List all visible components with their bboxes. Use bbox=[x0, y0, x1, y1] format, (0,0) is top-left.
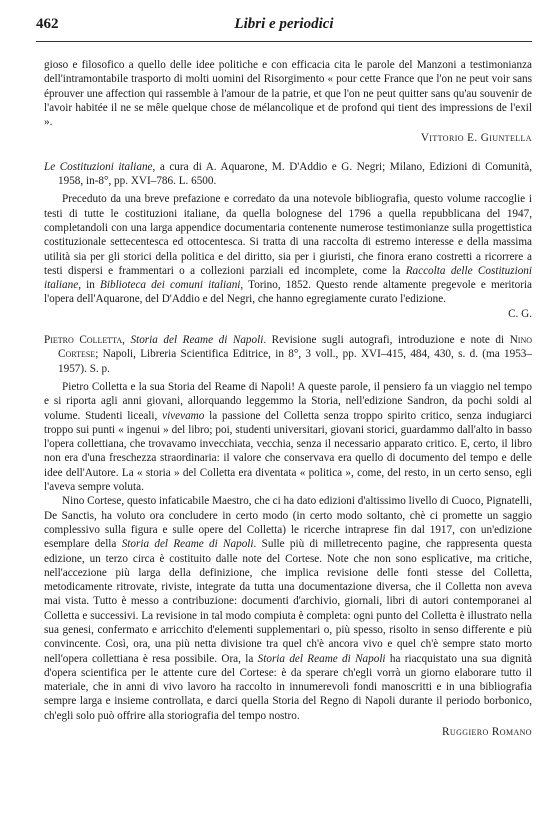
review2-paragraph-2: Nino Cortese, questo infaticabile Maestro, che ci ha dato edizioni d'altissimo livello di Cuoco, Pignatelli, De Sanctis, ha voluto ora concludere in certo modo (in certo modo soltanto, chè ci promette un saggio complessivo sulla figura e sulle opere del Colletta) le ricerche intraprese fin dal 1917, con un'edizione esemplare della Storia del Reame di Napoli. Sulle più di milletrecento pagine, che rappresenta questa edizione, un terzo circa è costituito dalle note del Cortese. Note che non sono esplicative, ma critiche, nell'accezione più larga della definizione, che implica revisione delle fonti stesse del Colletta, metodicamente ritrovate, riviste, integrate da tutta una documentazione diversa, che il Colletta non aveva mai vista. Tutto è messo a contribuzione: documenti d'archivio, giornali, libri di autori contemporanei al Colletta e successivi. La revisione in tal modo compiuta è completa: ogni punto del Colletta è illustrato nella sua genesi, confermato e arricchito d'elementi supplementari o, più spesso, risolto in senso differente e più convincente. Così, ora, una più netta divisione tra quel ch'è ancora vivo e quel ch'è sempre stato morto nell'opera collettiana è resa possibile. Ora, la Storia del Reame di Napoli ha riacquistato una sua dignità d'opera scientifica per le attente cure del Cortese: è da sperare ch'egli vorrà un giorno elaborare tutto il materiale, che in anni di vivo lavoro ha raccolto in innumerevoli fondi manoscritti e in una bibliografia sempre larga e insieme controllata, e darci quella Storia del Regno di Napoli durante il periodo borbonico, ch'egli solo può offrire alla storiografia del tempo nostro. bbox=[44, 495, 533, 722]
review1-title: Le Costituzioni italiane bbox=[44, 160, 153, 173]
review2-editor: Nino Cortese bbox=[58, 334, 533, 361]
review2-title: Storia del Reame di Napoli bbox=[130, 334, 264, 347]
review1-body: Preceduto da una breve prefazione e corredato da una notevole bibliografia, questo volume raccoglie i testi di tutte le costituzioni italiane, da quella bolognese del 1796 a quella repubblicana del 1947, completandoli con una larga appendice documentaria contenente numerose testimonianze sulla progettistica costituzionale settecentesca ed ottocentesca. Si tratta di una raccolta di estremo interesse e della massima utilità sia per gli storici della politica e del diritto, sia per i giuristi, che finora erano costretti a ricorrere a testi dispersi e frammentari o a collezioni parziali ed incomplete, come la Raccolta delle Costituzioni italiane, in Biblioteca dei comuni italiani, Torino, 1852. Questo rende altamente pregevole e meritoria l'opera dell'Aquarone, del D'Addio e del Negri, che hanno egregiamente curato l'edizione. bbox=[44, 193, 533, 306]
review2-author: Pietro Colletta bbox=[44, 334, 123, 347]
page-header bbox=[36, 16, 532, 38]
review2-signature: Ruggiero Romano bbox=[442, 726, 532, 739]
review1-citation-rest: , a cura di A. Aquarone, M. D'Addio e G. Negri; Milano, Edizioni di Comunità, 1958, in-8°, pp. XVI–786. L. 6500. bbox=[58, 160, 533, 188]
review2-paragraph-1: Pietro Colletta e la sua Storia del Reame di Napoli! A queste parole, il pensiero fa un viaggio nel tempo e si riporta agli anni giovani, allorquando leggemmo la Storia, nell'edizione Sandron, da pochi soldi al volume. Studenti liceali, vivevamo la passione del Colletta senza troppo spirito critico, senza indugiarci troppo sui punti « ingenui » del libro; poi, studenti universitari, giovani storici, guardammo dall'alto in basso l'opera collettiana, che trovavamo invecchiata, vecchia, senza il necessario apparato critico. E, certo, il libro non era d'una freschezza straordinaria: il valore che conservava era quello di documento del tempo e delle idee dell'Autore. La « storia » del Colletta era diventata « politica », come, del resto, in un certo senso, egli l'aveva sempre voluta. bbox=[44, 380, 533, 494]
review2-citation: Pietro Colletta, Storia del Reame di Napoli. Revisione sugli autografi, introduzione e note di Nino Cortese; Napoli, Libreria Scientifica Editrice, in 8°, 3 voll., pp. XVI–415, 484, 430, s. d. (ma 1953–1957). S. p. bbox=[44, 334, 533, 375]
running-title: Libri e periodici bbox=[234, 16, 334, 32]
intro-signature: Vittorio E. Giuntella bbox=[420, 132, 532, 145]
review1-citation bbox=[44, 160, 532, 189]
page-content bbox=[44, 58, 532, 739]
page-number: 462 bbox=[36, 16, 59, 32]
review1-signature: C. G. bbox=[508, 307, 532, 320]
intro-paragraph: gioso e filosofico a quello delle idee politiche e con efficacia cita le parole del Manzoni a testimonianza dell'intramontabile trasporto di molti uomini del Risorgimento « pour cette France que l'on ne peut voir sans éprouver une affection qui rassemble à l'amour de la patrie, et que l'on ne peut quitter sans qu'au souvenir de l'avoir habitée il ne se mêle quelque chose de mélancolique et de profond qui tient des impressions de l'exil ». bbox=[44, 59, 532, 129]
header-rule bbox=[36, 41, 532, 42]
